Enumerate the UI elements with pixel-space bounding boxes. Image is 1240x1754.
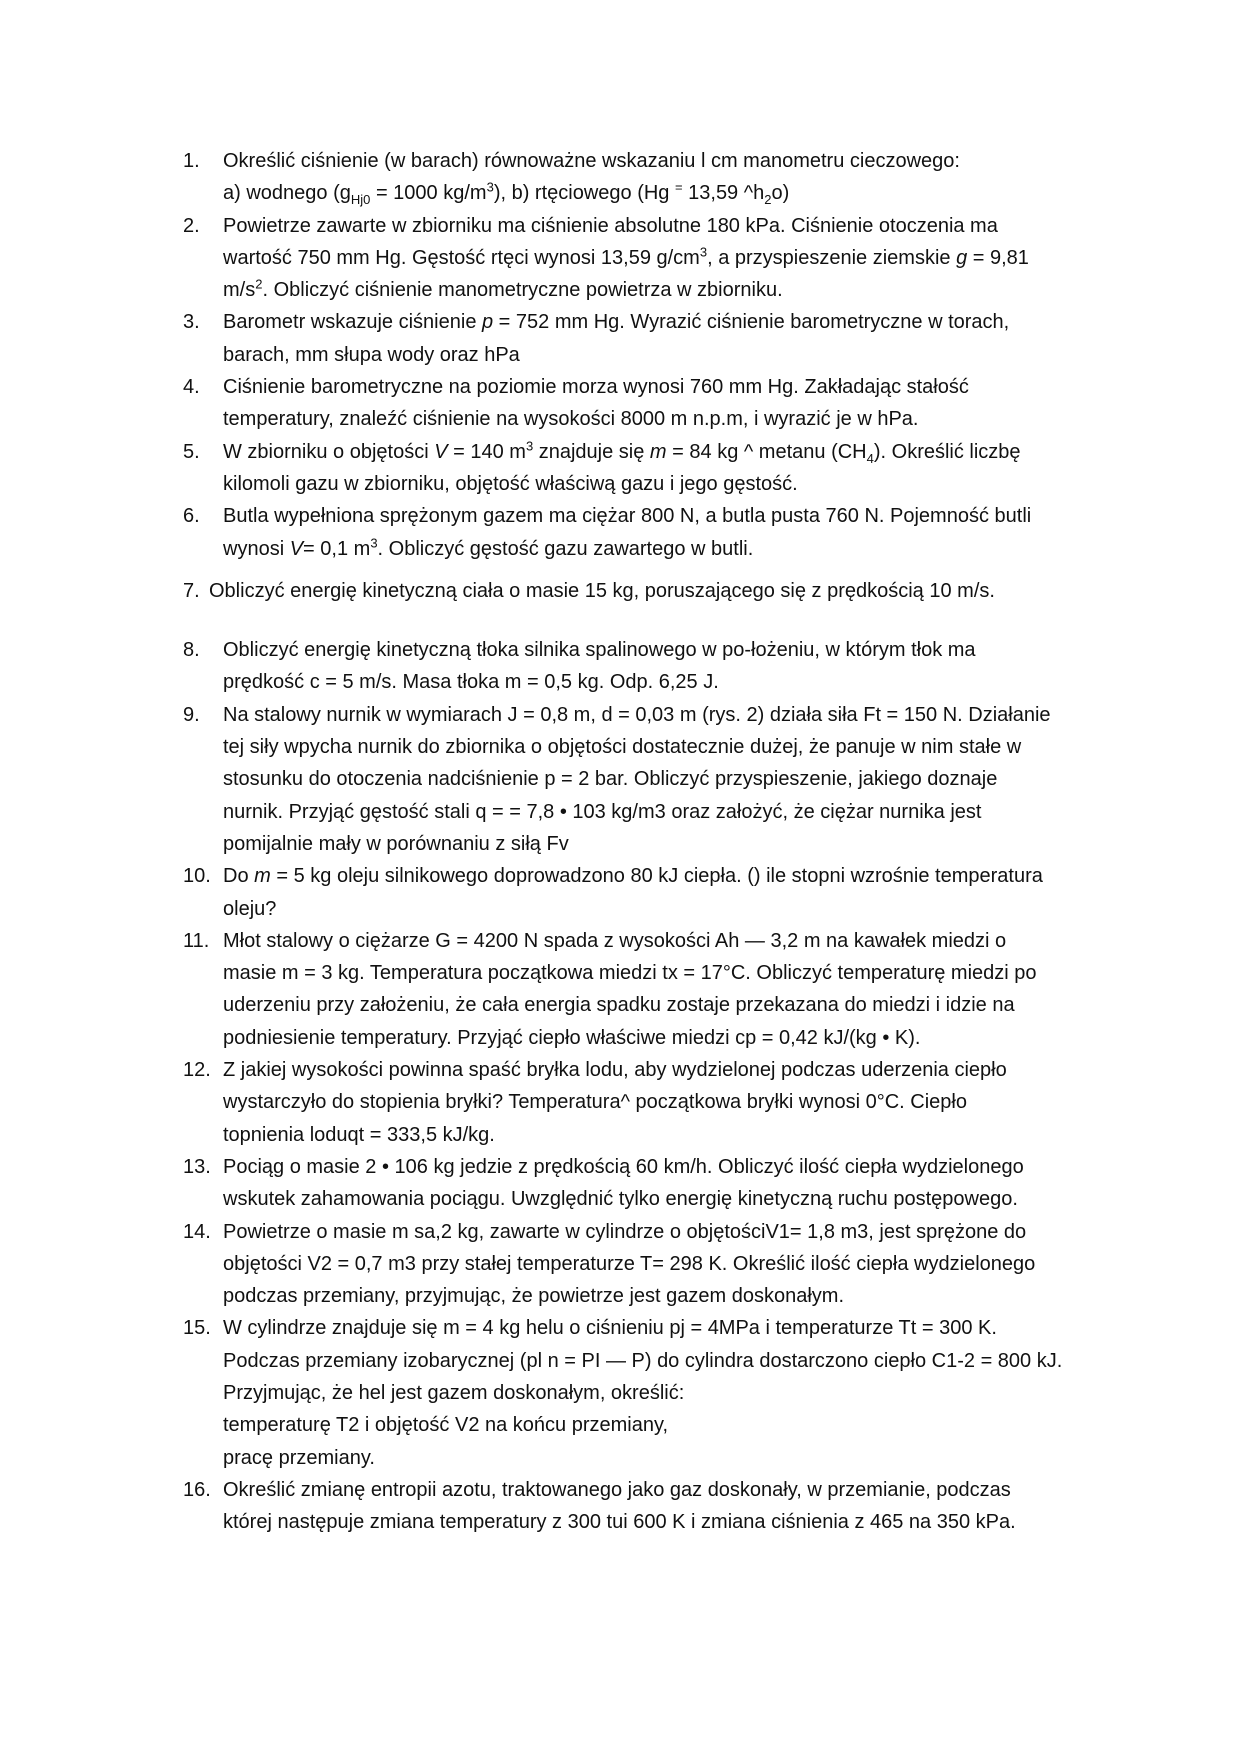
text-run: pomijalnie mały w porównaniu z siłą Fv — [223, 832, 569, 855]
superscript: 3 — [525, 438, 534, 454]
problem-line — [223, 1086, 1083, 1118]
problem-line — [223, 1248, 1083, 1280]
problem-line — [223, 177, 1083, 209]
problem-line — [223, 1506, 1083, 1538]
problem-line — [223, 371, 1083, 403]
problem-line — [223, 763, 1083, 795]
problem-line — [223, 403, 1083, 435]
text-run: Z jakiej wysokości powinna spaść bryłka lodu, aby wydzielonej podczas uderzenia ciepło — [223, 1059, 1007, 1082]
problem-text — [223, 436, 1083, 501]
problem-text — [223, 500, 1083, 565]
text-run: Określić zmianę entropii azotu, traktowanego jako gaz doskonały, w przemianie, podczas — [223, 1478, 1011, 1501]
problem-item — [183, 575, 1083, 607]
problem-line — [223, 210, 1083, 242]
problem-line — [223, 1442, 1083, 1474]
problem-line — [223, 468, 1083, 500]
text-run: = 752 mm Hg. Wyrazić ciśnienie barometryczne w torach, — [493, 311, 1010, 334]
text-run: = 0,1 m — [303, 537, 371, 560]
text-run: Na stalowy nurnik w wymiarach J = 0,8 m, d = 0,03 m (rys. 2) działa siła Ft = 150 N. Działanie — [223, 703, 1051, 726]
text-run: której następuje zmiana temperatury z 300 tui 600 K i zmiana ciśnienia z 465 na 350 kPa. — [223, 1511, 1016, 1534]
text-run: Obliczyć energię kinetyczną ciała o masie 15 kg, poruszającego się z prędkością 10 m/s. — [209, 579, 995, 602]
problem-list — [183, 145, 1083, 1538]
problem-number: 12. — [183, 1059, 211, 1082]
text-run: Przyjmując, że hel jest gazem doskonałym, określić: — [223, 1381, 685, 1404]
text-run: . Obliczyć gęstość gazu zawartego w butli. — [377, 537, 754, 560]
text-run: tej siły wpycha nurnik do zbiornika o objętości dostatecznie dużej, że panuje w nim stałe w — [223, 736, 1022, 759]
problem-text — [223, 699, 1083, 860]
problem-number: 9. — [183, 703, 200, 726]
text-run: wskutek zahamowania pociągu. Uwzględnić tylko energię kinetyczną ruchu postępowego. — [223, 1188, 1018, 1211]
problem-line — [209, 575, 1083, 607]
text-run: W zbiorniku o objętości — [223, 440, 435, 463]
problem-number: 16. — [183, 1478, 211, 1501]
problem-line — [223, 1280, 1083, 1312]
problem-number: 7. — [183, 579, 200, 602]
problem-number: 5. — [183, 440, 200, 463]
problem-text — [223, 210, 1083, 307]
text-run: Obliczyć energię kinetyczną tłoka silnika spalinowego w po-łożeniu, w którym tłok ma — [223, 639, 976, 662]
problem-line — [223, 242, 1083, 274]
superscript: 3 — [486, 179, 494, 195]
text-run: = 5 kg oleju silnikowego doprowadzono 80 kJ ciepła. () ile stopni wzrośnie temperatura — [270, 865, 1043, 888]
problem-text — [223, 145, 1083, 210]
text-run: Powietrze zawarte w zbiorniku ma ciśnienie absolutne 180 kPa. Ciśnienie otoczenia ma — [223, 214, 998, 237]
problem-text — [223, 634, 1083, 699]
problem-item — [183, 1312, 1083, 1473]
text-run: wartość 750 mm Hg. Gęstość rtęci wynosi 13,59 g/cm — [223, 246, 700, 269]
problem-line — [223, 699, 1083, 731]
text-run: barach, mm słupa wody oraz hPa — [223, 343, 520, 366]
variable: g — [956, 246, 968, 269]
problem-line — [223, 145, 1083, 177]
text-run: Ciśnienie barometryczne na poziomie morza wynosi 760 mm Hg. Zakładając stałość — [223, 376, 969, 399]
problem-text — [223, 860, 1083, 925]
superscript: = — [674, 179, 683, 195]
problem-line — [223, 339, 1083, 371]
text-run: = 9,81 — [967, 246, 1029, 269]
problem-item — [183, 145, 1083, 210]
text-run: nurnik. Przyjąć gęstość stali q = = 7,8 • 103 kg/m3 oraz założyć, że ciężar nurnika jest — [223, 800, 982, 823]
problem-line — [223, 731, 1083, 763]
problem-item — [183, 500, 1083, 565]
superscript: 3 — [370, 534, 378, 550]
problem-number: 1. — [183, 150, 200, 172]
superscript: 2 — [255, 276, 263, 292]
subscript: 4 — [866, 450, 874, 466]
text-run: objętości V2 = 0,7 m3 przy stałej temperaturze T= 298 K. Określić ilość ciepła wydzielonego — [223, 1252, 1036, 1275]
problem-number: 14. — [183, 1220, 211, 1243]
problem-line — [223, 1345, 1083, 1377]
text-run: 13,59 ^h — [682, 182, 765, 205]
problem-line — [223, 533, 1083, 565]
text-run: Pociąg o masie 2 • 106 kg jedzie z prędkością 60 km/h. Obliczyć ilość ciepła wydzielonego — [223, 1155, 1024, 1178]
text-run: temperatury, znaleźć ciśnienie na wysokości 8000 m n.p.m, i wyrazić je w hPa. — [223, 408, 919, 431]
text-run: znajduje się — [533, 440, 650, 463]
text-run: = 1000 kg/m — [370, 182, 487, 205]
text-run: kilomoli gazu w zbiorniku, objętość właściwą gazu i jego gęstość. — [223, 472, 798, 495]
text-run: oleju? — [223, 897, 277, 920]
text-run: pracę przemiany. — [223, 1446, 375, 1469]
problem-line — [223, 1409, 1083, 1441]
text-run: ), b) rtęciowego (Hg — [493, 182, 675, 205]
problem-item — [183, 210, 1083, 307]
problem-number: 3. — [183, 311, 200, 334]
text-run: Podczas przemiany izobarycznej (pl n = PI — P) do cylindra dostarczono ciepło C1-2 = 800 kJ. — [223, 1349, 1063, 1372]
problem-text — [223, 1216, 1083, 1313]
problem-item — [183, 860, 1083, 925]
text-run: m/s — [223, 279, 256, 302]
problem-line — [223, 925, 1083, 957]
text-run: podczas przemiany, przyjmując, że powietrze jest gazem doskonałym. — [223, 1285, 844, 1308]
text-run: stosunku do otoczenia nadciśnienie p = 2 bar. Obliczyć przyspieszenie, jakiego doznaje — [223, 768, 998, 791]
problem-line — [223, 1312, 1083, 1344]
variable: V — [289, 537, 304, 560]
problem-number: 13. — [183, 1155, 211, 1178]
subscript: 2 — [764, 192, 772, 208]
problem-line — [223, 1151, 1083, 1183]
variable: p — [482, 311, 494, 334]
problem-item — [183, 1151, 1083, 1216]
text-run: Młot stalowy o ciężarze G = 4200 N spada z wysokości Ah — 3,2 m na kawałek miedzi o — [223, 929, 1007, 952]
text-run: Barometr wskazuje ciśnienie — [223, 311, 482, 334]
problem-line — [223, 989, 1083, 1021]
problem-line — [223, 436, 1083, 468]
problem-line — [223, 796, 1083, 828]
text-run: masie m = 3 kg. Temperatura początkowa miedzi tx = 17°C. Obliczyć temperaturę miedzi po — [223, 962, 1037, 985]
text-run: W cylindrze znajduje się m = 4 kg helu o ciśnieniu pj = 4MPa i temperaturze Tt = 300 K. — [223, 1317, 997, 1340]
problem-text — [223, 1054, 1083, 1151]
text-run: Powietrze o masie m sa,2 kg, zawarte w cylindrze o objętościV1= 1,8 m3, jest sprężone do — [223, 1220, 1027, 1243]
problem-number: 2. — [183, 214, 200, 237]
problem-item — [183, 1054, 1083, 1151]
text-run: wystarczyło do stopienia bryłki? Temperatura^ początkowa bryłki wynosi 0°C. Ciepło — [223, 1091, 967, 1114]
problem-line — [223, 1022, 1083, 1054]
problem-line — [223, 500, 1083, 532]
text-run: Butla wypełniona sprężonym gazem ma ciężar 800 N, a butla pusta 760 N. Pojemność butli — [223, 505, 1032, 528]
problem-line — [223, 274, 1083, 306]
text-run: uderzeniu przy założeniu, że cała energia spadku zostaje przekazana do miedzi i idzie na — [223, 994, 1015, 1017]
text-run: Określić ciśnienie (w barach) równoważne wskazaniu l cm manometru cieczowego: — [223, 150, 960, 172]
problem-text — [223, 371, 1083, 436]
problem-line — [223, 306, 1083, 338]
problem-item — [183, 371, 1083, 436]
problem-number: 11. — [183, 929, 210, 952]
problem-line — [223, 1474, 1083, 1506]
text-run: a) wodnego (g — [223, 182, 351, 205]
problem-item — [183, 1474, 1083, 1539]
text-run: . Obliczyć ciśnienie manometryczne powietrza w zbiorniku. — [262, 279, 783, 302]
problem-line — [223, 1377, 1083, 1409]
problem-item — [183, 436, 1083, 501]
problem-text — [209, 575, 1083, 607]
superscript: 3 — [699, 244, 708, 260]
text-run: temperaturę T2 i objętość V2 na końcu przemiany, — [223, 1414, 669, 1437]
problem-item — [183, 1216, 1083, 1313]
text-run: , a przyspieszenie ziemskie — [707, 246, 957, 269]
problem-text — [223, 1312, 1083, 1473]
text-run: topnienia loduqt = 333,5 kJ/kg. — [223, 1123, 495, 1146]
problem-number: 10. — [183, 865, 211, 888]
variable: V — [434, 440, 448, 463]
text-run: prędkość c = 5 m/s. Masa tłoka m = 0,5 kg. Odp. 6,25 J. — [223, 671, 719, 694]
problem-line — [223, 1054, 1083, 1086]
variable: m — [649, 440, 667, 463]
problem-text — [223, 925, 1083, 1054]
problem-line — [223, 1183, 1083, 1215]
problem-line — [223, 828, 1083, 860]
problem-line — [223, 893, 1083, 925]
problem-number: 15. — [183, 1317, 211, 1340]
problem-line — [223, 634, 1083, 666]
problem-item — [183, 634, 1083, 699]
problem-number: 4. — [183, 376, 200, 399]
problem-line — [223, 1119, 1083, 1151]
problem-text — [223, 1474, 1083, 1539]
variable: m — [254, 865, 271, 888]
problem-item — [183, 306, 1083, 371]
text-run: ). Określić liczbę — [873, 440, 1021, 463]
problem-line — [223, 957, 1083, 989]
problem-item — [183, 925, 1083, 1054]
problem-line — [223, 666, 1083, 698]
problem-text — [223, 306, 1083, 371]
subscript: Hj0 — [350, 192, 371, 208]
problem-number: 8. — [183, 639, 200, 662]
problem-item — [183, 699, 1083, 860]
problem-text — [223, 1151, 1083, 1216]
problem-number: 6. — [183, 505, 200, 528]
text-run: o) — [771, 182, 790, 205]
text-run: wynosi — [223, 537, 290, 560]
problem-line — [223, 1216, 1083, 1248]
text-run: Do — [223, 865, 255, 888]
text-run: = 84 kg ^ metanu (CH — [666, 440, 867, 463]
problem-line — [223, 860, 1083, 892]
text-run: podniesienie temperatury. Przyjąć ciepło właściwe miedzi cp = 0,42 kJ/(kg • K). — [223, 1026, 921, 1049]
text-run: = 140 m — [447, 440, 526, 463]
